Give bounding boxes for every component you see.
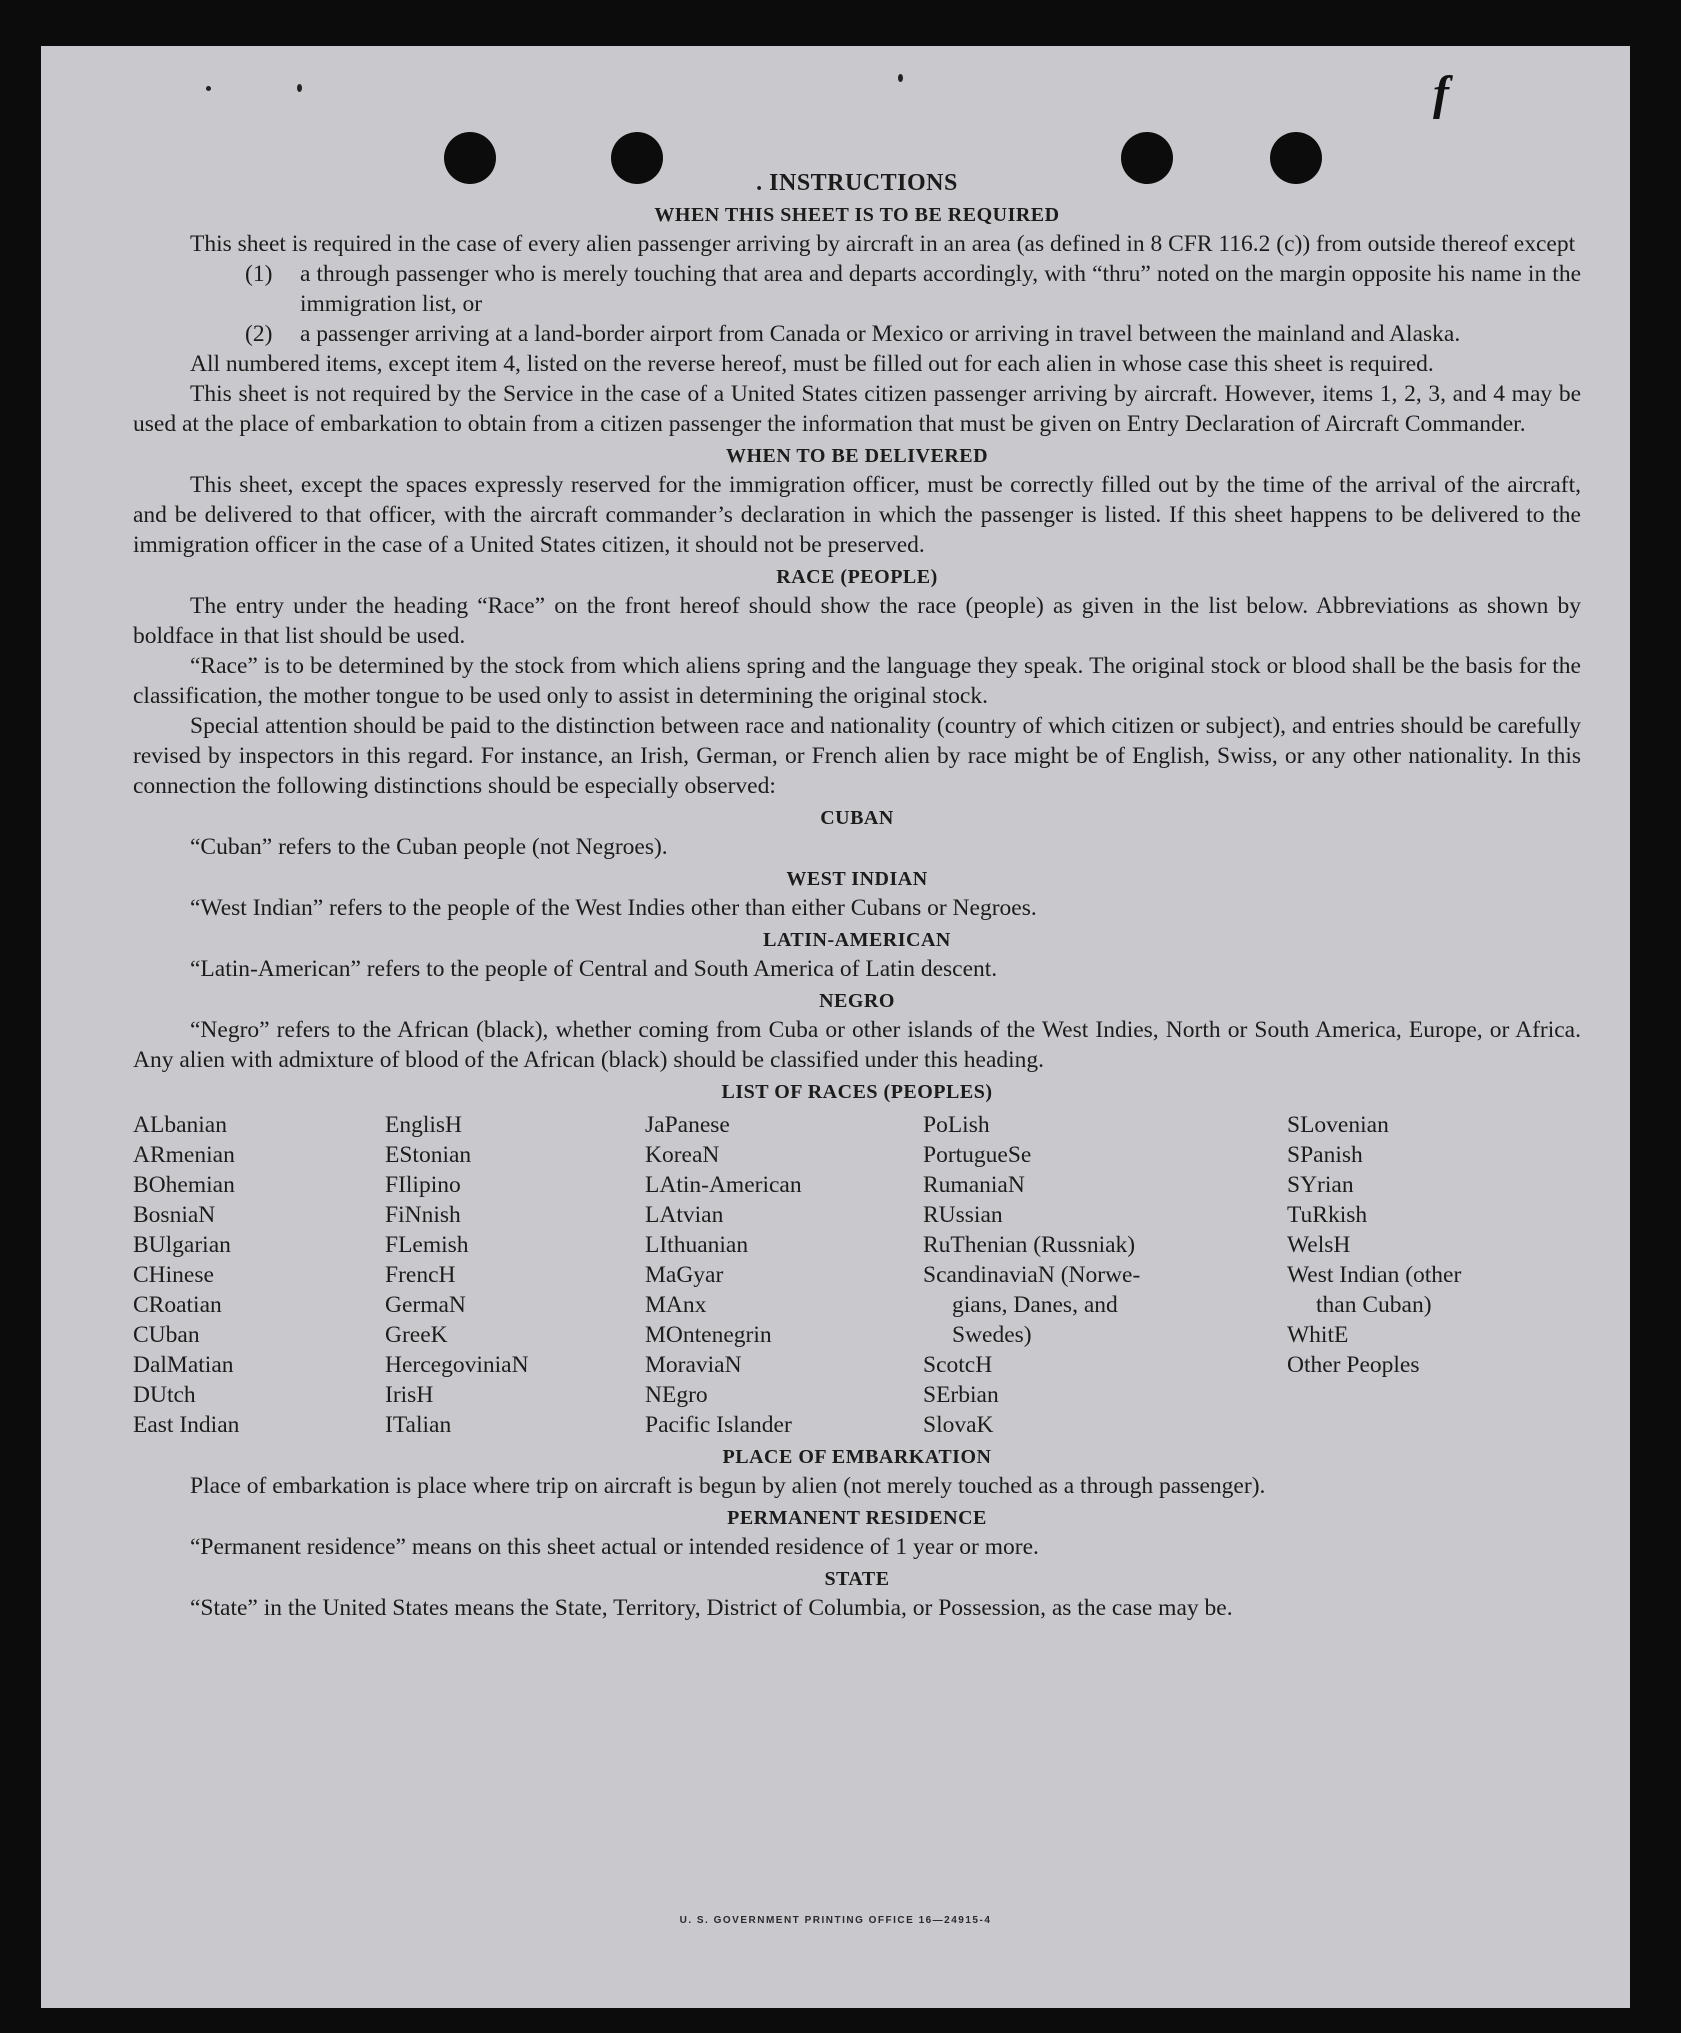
race-entry: SErbian [923, 1382, 999, 1408]
section-heading: RACE (PEOPLE) [776, 566, 938, 588]
race-entry: MoraviaN [645, 1352, 742, 1378]
section-heading: PLACE OF EMBARKATION [722, 1446, 992, 1468]
race-entry: WhitE [1287, 1322, 1349, 1348]
race-entry: Other Peoples [1287, 1352, 1420, 1378]
instructions-body [133, 168, 1581, 1623]
race-entry: ARmenian [133, 1142, 235, 1168]
race-entry: Pacific Islander [645, 1412, 792, 1438]
race-entry: FiNnish [385, 1202, 461, 1228]
race-entry: gians, Danes, and [952, 1292, 1118, 1318]
race-entry: ITalian [385, 1412, 452, 1438]
race-entry: CRoatian [133, 1292, 222, 1318]
section-heading: LATIN-AMERICAN [763, 929, 951, 951]
paragraph: “Latin-American” refers to the people of Central and South America of Latin descent. [190, 956, 998, 982]
paragraph: This sheet, except the spaces expressly reserved for the immigration officer, must be correctly filled out by the time of the arrival of the aircraft, and be delivered to that officer, with the aircraft commander’s declaration in which the passenger is listed. If this sheet happens to be delivered to the immigration officer in the case of a United States citizen, it should not be preserved. [133, 472, 1581, 558]
race-entry: HercegoviniaN [385, 1352, 529, 1378]
race-entry: ALbanian [133, 1112, 227, 1138]
race-entry: SlovaK [923, 1412, 994, 1438]
paragraph: All numbered items, except item 4, listed on the reverse hereof, must be filled out for each alien in whose case this sheet is required. [190, 351, 1434, 377]
race-column [923, 1110, 1287, 1440]
paragraph: “Negro” refers to the African (black), whether coming from Cuba or other islands of the West Indies, North or South America, Europe, or Africa. Any alien with admixture of blood of the African (black) should be classified under this heading. [133, 1017, 1581, 1073]
race-entry: KoreaN [645, 1142, 720, 1168]
paragraph: “Cuban” refers to the Cuban people (not Negroes). [190, 834, 668, 860]
race-entry: BosniaN [133, 1202, 216, 1228]
printer-imprint: U. S. GOVERNMENT PRINTING OFFICE 16—24915-4 [679, 1915, 992, 1926]
race-list [133, 1110, 1581, 1440]
race-entry: WelsH [1287, 1232, 1351, 1258]
paragraph: This sheet is required in the case of every alien passenger arriving by aircraft in an area (as defined in 8 CFR 116.2 (c)) from outside thereof except [190, 231, 1576, 257]
race-entry: EStonian [385, 1142, 472, 1168]
race-column [1287, 1110, 1581, 1440]
numbered-item [133, 259, 1581, 319]
section-heading: CUBAN [820, 807, 894, 829]
race-entry: FIlipino [385, 1172, 461, 1198]
section-heading: WHEN THIS SHEET IS TO BE REQUIRED [654, 204, 1060, 226]
race-entry: LIthuanian [645, 1232, 749, 1258]
race-entry: CUban [133, 1322, 200, 1348]
item-text: a passenger arriving at a land-border airport from Canada or Mexico or arriving in travel between the mainland and Alaska. [300, 321, 1461, 347]
page-title: . INSTRUCTIONS [756, 170, 958, 196]
race-entry: ScandinaviaN (Norwe- [923, 1262, 1141, 1288]
race-entry: SPanish [1287, 1142, 1363, 1168]
ink-speck [898, 74, 903, 82]
race-entry: East Indian [133, 1412, 240, 1438]
race-entry: NEgro [645, 1382, 708, 1408]
document-sheet [41, 46, 1630, 2008]
race-entry: FrencH [385, 1262, 456, 1288]
race-entry: GreeK [385, 1322, 448, 1348]
race-entry: CHinese [133, 1262, 214, 1288]
section-heading: PERMANENT RESIDENCE [727, 1507, 987, 1529]
paragraph: The entry under the heading “Race” on the front hereof should show the race (people) as given in the list below. Abbreviations as shown by boldface in that list should be used. [133, 593, 1581, 649]
race-column [133, 1110, 385, 1440]
item-text: a through passenger who is merely touching that area and departs accordingly, with “thru” noted on the margin opposite his name in the immigration list, or [300, 261, 1581, 317]
race-entry: FLemish [385, 1232, 469, 1258]
race-entry: RuThenian (Russniak) [923, 1232, 1136, 1258]
race-entry: GermaN [385, 1292, 466, 1318]
race-entry: Swedes) [952, 1322, 1032, 1348]
race-entry: RUssian [923, 1202, 1003, 1228]
race-entry: LAtvian [645, 1202, 724, 1228]
race-entry: EnglisH [385, 1112, 463, 1138]
race-entry: RumaniaN [923, 1172, 1025, 1198]
section-heading: WEST INDIAN [786, 868, 928, 890]
race-entry: BOhemian [133, 1172, 235, 1198]
paragraph: “State” in the United States means the State, Territory, District of Columbia, or Possession, as the case may be. [190, 1595, 1233, 1621]
race-column [645, 1110, 923, 1440]
ink-speck [297, 84, 302, 92]
section-heading: NEGRO [819, 990, 895, 1012]
section-heading: STATE [824, 1568, 890, 1590]
item-number: (1) [245, 261, 273, 287]
race-entry: DalMatian [133, 1352, 234, 1378]
race-entry: LAtin-American [645, 1172, 802, 1198]
race-entry: TuRkish [1287, 1202, 1368, 1228]
paragraph: “West Indian” refers to the people of the West Indies other than either Cubans or Negroes. [190, 895, 1037, 921]
race-entry: SLovenian [1287, 1112, 1389, 1138]
race-entry: DUtch [133, 1382, 196, 1408]
item-number: (2) [245, 321, 273, 347]
race-entry: MOntenegrin [645, 1322, 772, 1348]
section-heading: WHEN TO BE DELIVERED [725, 445, 989, 467]
paragraph: This sheet is not required by the Service in the case of a United States citizen passenger arriving by aircraft. However, items 1, 2, 3, and 4 may be used at the place of embarkation to obtain from a citizen passenger the information that must be given on Entry Declaration of Aircraft Commander. [133, 381, 1581, 437]
paragraph: Special attention should be paid to the distinction between race and nationality (country of which citizen or subject), and entries should be carefully revised by inspectors in this regard. For instance, an Irish, German, or French alien by race might be of English, Swiss, or any other nationality. In this connection the following distinctions should be especially observed: [133, 713, 1581, 799]
paragraph: “Race” is to be determined by the stock from which aliens spring and the language they speak. The original stock or blood shall be the basis for the classification, the mother tongue to be used only to assist in determining the original stock. [133, 653, 1581, 709]
race-entry: SYrian [1287, 1172, 1354, 1198]
paragraph: Place of embarkation is place where trip on aircraft is begun by alien (not merely touched as a through passenger). [190, 1473, 1266, 1499]
race-entry: JaPanese [645, 1112, 730, 1138]
race-entry: MaGyar [645, 1262, 724, 1288]
race-entry: IrisH [385, 1382, 434, 1408]
race-entry: ScotcH [923, 1352, 993, 1378]
margin-mark: f [1433, 67, 1449, 120]
section-heading: LIST OF RACES (PEOPLES) [721, 1081, 993, 1103]
race-entry: PoLish [923, 1112, 990, 1138]
ink-speck [206, 86, 211, 91]
race-entry: than Cuban) [1316, 1292, 1432, 1318]
race-entry: West Indian (other [1287, 1262, 1462, 1288]
numbered-item [133, 319, 1581, 349]
race-entry: PortugueSe [923, 1142, 1032, 1168]
race-entry: MAnx [645, 1292, 707, 1318]
race-column [385, 1110, 645, 1440]
paragraph: “Permanent residence” means on this sheet actual or intended residence of 1 year or more. [190, 1534, 1039, 1560]
race-entry: BUlgarian [133, 1232, 231, 1258]
